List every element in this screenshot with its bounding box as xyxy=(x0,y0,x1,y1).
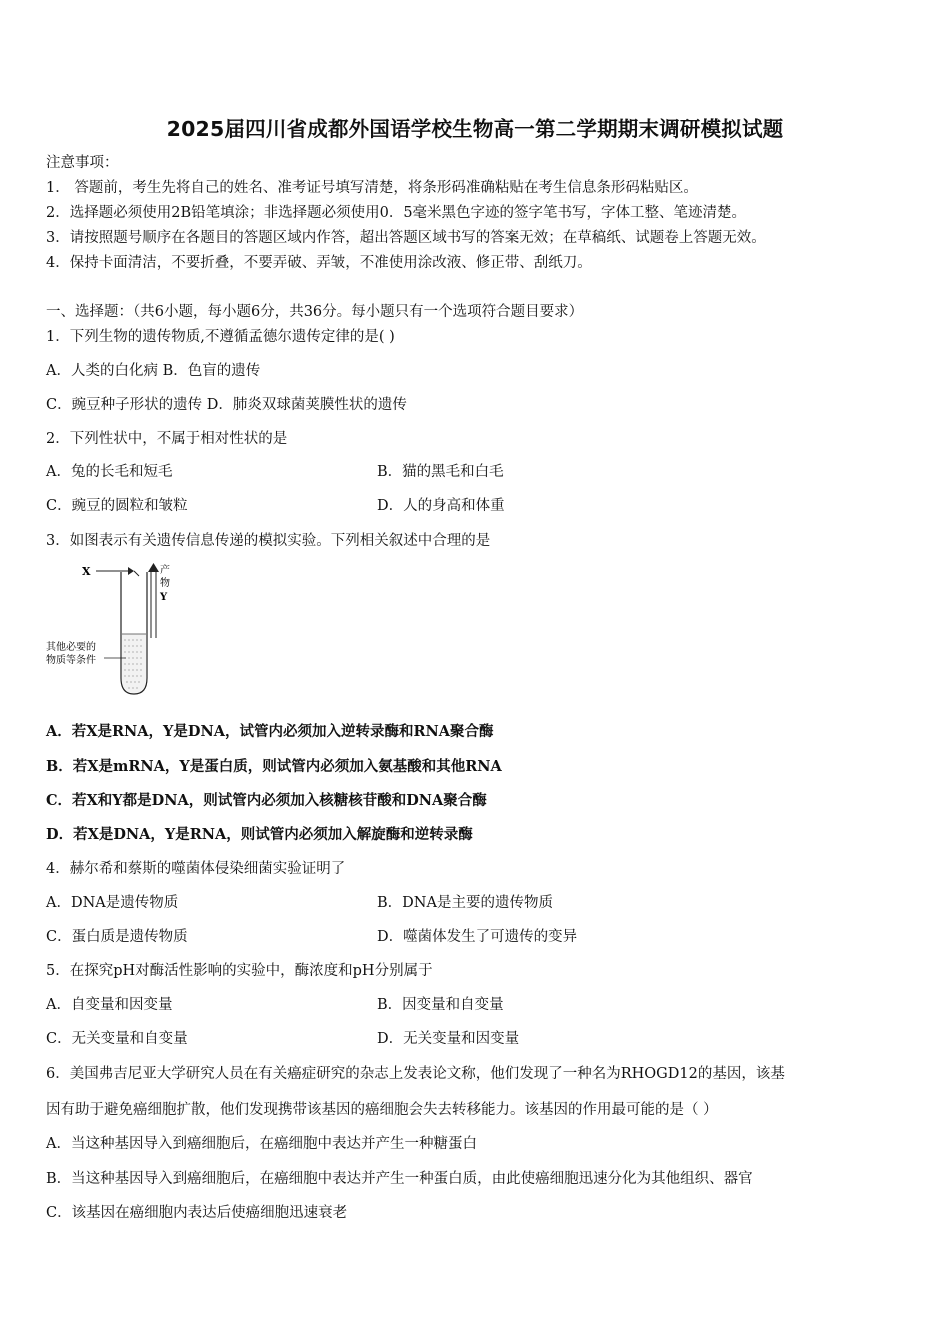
question-3-stem: 3．如图表示有关遗传信息传递的模拟实验。下列相关叙述中合理的是 xyxy=(46,533,491,549)
question-6-option-c: C．该基因在癌细胞内表达后使癌细胞迅速衰老 xyxy=(46,1205,348,1221)
question-2-stem: 2．下列性状中，不属于相对性状的是 xyxy=(46,431,288,447)
notice-item-2: 2．选择题必须使用2B铅笔填涂；非选择题必须使用0．5毫米黑色字迹的签字笔书写，字体工整、笔迹清楚。 xyxy=(46,205,747,221)
question-1-options-row-1: A．人类的白化病 B．色盲的遗传 xyxy=(46,363,261,379)
question-5-option-b: B．因变量和自变量 xyxy=(377,997,504,1013)
question-2-option-c: C．豌豆的圆粒和皱粒 xyxy=(46,498,188,514)
question-5-option-c: C．无关变量和自变量 xyxy=(46,1031,188,1047)
question-6-option-a: A．当这种基因导入到癌细胞后，在癌细胞中表达并产生一种糖蛋白 xyxy=(46,1136,477,1152)
test-tube-figure xyxy=(44,558,184,700)
question-6-stem-line-1: 6．美国弗吉尼亚大学研究人员在有关癌症研究的杂志上发表论文称，他们发现了一种名为RHOGD12的基因，该基 xyxy=(46,1066,785,1082)
figure-x-label: X xyxy=(82,565,91,578)
section-heading: 一、选择题：（共6小题，每小题6分，共36分。每小题只有一个选项符合题目要求） xyxy=(46,304,584,320)
figure-product-label-2: 物 xyxy=(160,578,170,589)
exam-title: 2025届四川省成都外国语学校生物高一第二学期期末调研模拟试题 xyxy=(166,117,784,141)
question-4-option-d: D．噬菌体发生了可遗传的变异 xyxy=(377,929,578,945)
question-4-stem: 4．赫尔希和蔡斯的噬菌体侵染细菌实验证明了 xyxy=(46,861,346,877)
notice-item-1: 1． 答题前，考生先将自己的姓名、准考证号填写清楚，将条形码准确粘贴在考生信息条形码粘贴区。 xyxy=(46,180,698,196)
question-5-stem: 5．在探究pH对酶活性影响的实验中，酶浓度和pH分别属于 xyxy=(46,963,433,979)
notice-item-3: 3．请按照题号顺序在各题目的答题区域内作答，超出答题区域书写的答案无效；在草稿纸、试题卷上答题无效。 xyxy=(46,230,766,246)
question-6-option-b: B．当这种基因导入到癌细胞后，在癌细胞中表达并产生一种蛋白质，由此使癌细胞迅速分化为其他组织、器官 xyxy=(46,1171,753,1187)
notice-item-4: 4．保持卡面清洁，不要折叠，不要弄破、弄皱，不准使用涂改液、修正带、刮纸刀。 xyxy=(46,255,592,271)
question-3-option-a: A．若X是RNA，Y是DNA，试管内必须加入逆转录酶和RNA聚合酶 xyxy=(46,723,494,740)
figure-side-label-2: 物质等条件 xyxy=(46,655,96,666)
question-2-option-a: A．兔的长毛和短毛 xyxy=(46,464,173,480)
question-3-option-d: D．若X是DNA，Y是RNA，则试管内必须加入解旋酶和逆转录酶 xyxy=(46,826,473,843)
figure-product-label-1: 产 xyxy=(160,565,170,576)
question-4-option-a: A．DNA是遗传物质 xyxy=(46,895,179,911)
question-4-option-c: C．蛋白质是遗传物质 xyxy=(46,929,188,945)
question-3-option-b: B．若X是mRNA，Y是蛋白质，则试管内必须加入氨基酸和其他RNA xyxy=(46,758,502,775)
question-6-stem-line-2: 因有助于避免癌细胞扩散，他们发现携带该基因的癌细胞会失去转移能力。该基因的作用最可能的是（ ） xyxy=(46,1102,718,1118)
question-2-option-d: D．人的身高和体重 xyxy=(377,498,505,514)
question-1-options-row-2: C．豌豆种子形状的遗传 D．肺炎双球菌荚膜性状的遗传 xyxy=(46,397,407,413)
figure-side-label-1: 其他必要的 xyxy=(46,642,96,653)
question-2-option-b: B．猫的黑毛和白毛 xyxy=(377,464,504,480)
question-5-option-a: A．自变量和因变量 xyxy=(46,997,173,1013)
question-3-option-c: C．若X和Y都是DNA，则试管内必须加入核糖核苷酸和DNA聚合酶 xyxy=(46,792,487,809)
figure-product-label-3: Y xyxy=(160,592,168,603)
question-1-stem: 1．下列生物的遗传物质,不遵循孟德尔遗传定律的是( ) xyxy=(46,329,395,345)
notice-heading: 注意事项： xyxy=(46,155,119,171)
question-5-option-d: D．无关变量和因变量 xyxy=(377,1031,520,1047)
question-4-option-b: B．DNA是主要的遗传物质 xyxy=(377,895,553,911)
